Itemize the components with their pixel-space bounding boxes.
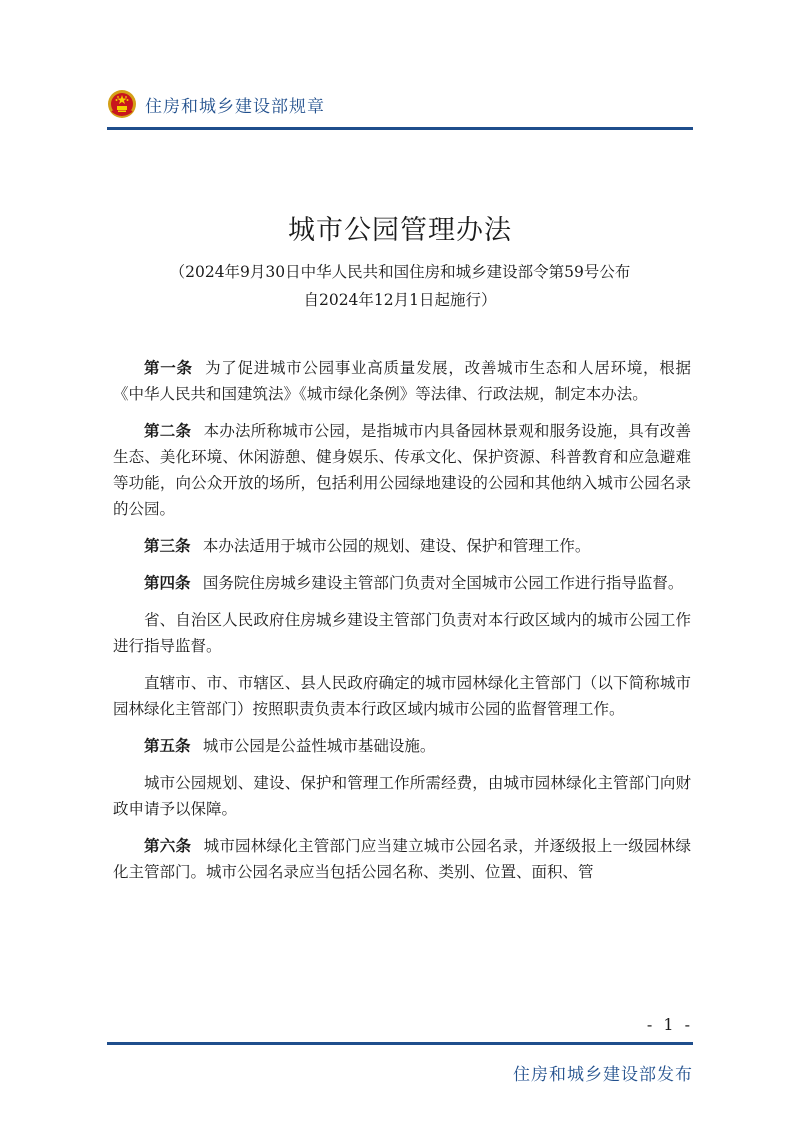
paragraph: [113, 670, 691, 722]
header-divider: [107, 127, 693, 130]
article-number: 第四条: [144, 574, 191, 592]
paragraph: [113, 418, 691, 522]
paragraph-text: 国务院住房城乡建设主管部门负责对全国城市公园工作进行指导监督。: [202, 574, 684, 592]
paragraph-text: 直辖市、市、市辖区、县人民政府确定的城市园林绿化主管部门（以下简称城市园林绿化主管部门）按照职责负责本行政区域内城市公园的监督管理工作。: [113, 674, 691, 718]
paragraph: [113, 833, 691, 885]
national-emblem-icon: [107, 89, 137, 119]
paragraph: [113, 355, 691, 407]
paragraph: [113, 733, 691, 759]
page-number: - 1 -: [646, 1015, 693, 1034]
paragraph: [113, 533, 691, 559]
header-title: 住房和城乡建设部规章: [145, 96, 325, 117]
document-subtitle: [107, 258, 693, 314]
document-body: [113, 355, 691, 896]
article-number: 第三条: [144, 537, 191, 555]
paragraph: [113, 607, 691, 659]
article-number: 第一条: [144, 359, 193, 377]
paragraph-text: 省、自治区人民政府住房城乡建设主管部门负责对本行政区域内的城市公园工作进行指导监督。: [113, 611, 691, 655]
paragraph-text: 为了促进城市公园事业高质量发展，改善城市生态和人居环境，根据《中华人民共和国建筑法》《城市绿化条例》等法律、行政法规，制定本办法。: [113, 359, 691, 403]
footer-publisher: 住房和城乡建设部发布: [513, 1065, 693, 1085]
paragraph-text: 本办法所称城市公园，是指城市内具备园林景观和服务设施，具有改善生态、美化环境、休闲游憩、健身娱乐、传承文化、保护资源、科普教育和应急避难等功能，向公众开放的场所，包括利用公园绿地建设的公园和其他纳入城市公园名录的公园。: [113, 422, 691, 518]
paragraph: [113, 570, 691, 596]
paragraph-text: 城市公园规划、建设、保护和管理工作所需经费，由城市园林绿化主管部门向财政申请予以保障。: [113, 774, 691, 818]
subtitle-line-2: 自2024年12月1日起施行）: [303, 291, 497, 309]
article-number: 第六条: [144, 837, 192, 855]
subtitle-line-1: （2024年9月30日中华人民共和国住房和城乡建设部令第59号公布: [169, 263, 631, 281]
page-header: [107, 86, 693, 122]
footer-divider: [107, 1042, 693, 1045]
paragraph-text: 本办法适用于城市公园的规划、建设、保护和管理工作。: [202, 537, 591, 555]
paragraph: [113, 770, 691, 822]
document-title: 城市公园管理办法: [288, 215, 512, 246]
article-number: 第五条: [144, 737, 191, 755]
paragraph-text: 城市公园是公益性城市基础设施。: [202, 737, 436, 755]
article-number: 第二条: [144, 422, 192, 440]
paragraph-text: 城市园林绿化主管部门应当建立城市公园名录，并逐级报上一级园林绿化主管部门。城市公园名录应当包括公园名称、类别、位置、面积、管: [113, 837, 691, 881]
